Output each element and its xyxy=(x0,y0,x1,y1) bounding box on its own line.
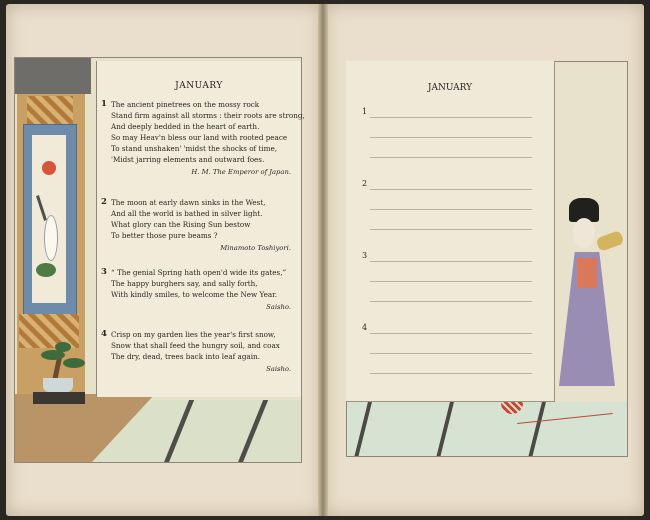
kimono-collar xyxy=(577,258,597,288)
pine-branch-icon xyxy=(36,263,56,277)
tatami-floor xyxy=(347,402,627,456)
page-title: JANUARY xyxy=(175,81,223,91)
poem-line: What glory can the Rising Sun bestow xyxy=(111,220,251,229)
poem-number: 4 xyxy=(101,329,107,339)
poem-number: 1 xyxy=(101,99,107,109)
writing-line[interactable] xyxy=(370,117,532,118)
poem-line: The dry, dead, trees back into leaf again. xyxy=(111,352,260,361)
writing-line[interactable] xyxy=(370,157,532,158)
figure-face xyxy=(573,218,595,248)
writing-line[interactable] xyxy=(370,373,532,374)
poem-line: The ancient pinetrees on the mossy rock xyxy=(111,100,260,109)
writing-line[interactable] xyxy=(370,301,532,302)
poem-line: The moon at early dawn sinks in the West, xyxy=(111,198,266,207)
poem-line: “ The genial Spring hath open'd wide its gates,” xyxy=(111,268,287,277)
entry-number: 4 xyxy=(362,323,368,332)
page-title: JANUARY xyxy=(427,83,473,93)
poem-line: To stand unshaken' 'midst the shocks of time, xyxy=(111,144,278,153)
scroll-painting xyxy=(32,135,66,303)
entry-number: 3 xyxy=(362,251,368,260)
poem-line: And deeply bedded in the heart of earth. xyxy=(111,122,260,131)
poem-line: Snow that shall feed the hungry soil, and coax xyxy=(111,341,280,350)
scroll-brocade-bottom xyxy=(19,314,79,348)
poem-line: With kindly smiles, to welcome the New Year. xyxy=(111,290,278,299)
poem-author: Saisho. xyxy=(266,365,291,373)
book-gutter xyxy=(318,4,328,516)
writing-line[interactable] xyxy=(370,209,532,210)
ceiling-beam xyxy=(15,58,91,94)
crane-icon xyxy=(44,215,58,261)
writing-line[interactable] xyxy=(370,261,532,262)
poem-line: 'Midst jarring elements and outward foes. xyxy=(111,155,265,164)
poem-author: Minamoto Toshiyori. xyxy=(220,244,291,252)
hand-drum-icon xyxy=(595,230,624,252)
writing-line[interactable] xyxy=(370,189,532,190)
poem-line: Stand firm against all storms : their roots are strong, xyxy=(111,111,305,120)
entry-number: 2 xyxy=(362,179,368,188)
diary-panel xyxy=(346,61,555,402)
hanging-scroll xyxy=(23,124,77,316)
poem-number: 3 xyxy=(101,267,107,277)
crane-neck xyxy=(36,195,47,221)
poem-author: H. M. The Emperor of Japan. xyxy=(191,168,291,176)
bonsai-foliage-icon xyxy=(63,358,85,368)
bonsai-stand xyxy=(33,392,85,404)
rising-sun-icon xyxy=(42,161,56,175)
writing-line[interactable] xyxy=(370,333,532,334)
bonsai-pot xyxy=(43,378,73,392)
poem-panel xyxy=(96,61,305,397)
poem-line: To better those pure beams ? xyxy=(111,231,218,240)
writing-line[interactable] xyxy=(370,137,532,138)
scroll-brocade-top xyxy=(27,96,73,124)
poem-number: 2 xyxy=(101,197,107,207)
writing-line[interactable] xyxy=(370,353,532,354)
entry-number: 1 xyxy=(362,107,368,116)
poem-line: And all the world is bathed in silver light. xyxy=(111,209,263,218)
bonsai-foliage-icon xyxy=(55,342,71,352)
poem-author: Saisho. xyxy=(266,303,291,311)
poem-4 xyxy=(101,329,291,375)
poem-1 xyxy=(101,99,305,178)
poem-line: Crisp on my garden lies the year's first snow, xyxy=(111,330,276,339)
poem-line: The happy burghers say, and sally forth, xyxy=(111,279,258,288)
poem-2 xyxy=(101,197,291,254)
writing-line[interactable] xyxy=(370,229,532,230)
writing-line[interactable] xyxy=(370,281,532,282)
poem-line: So may Heav'n bless our land with rooted peace xyxy=(111,133,288,142)
poem-3 xyxy=(101,267,291,313)
